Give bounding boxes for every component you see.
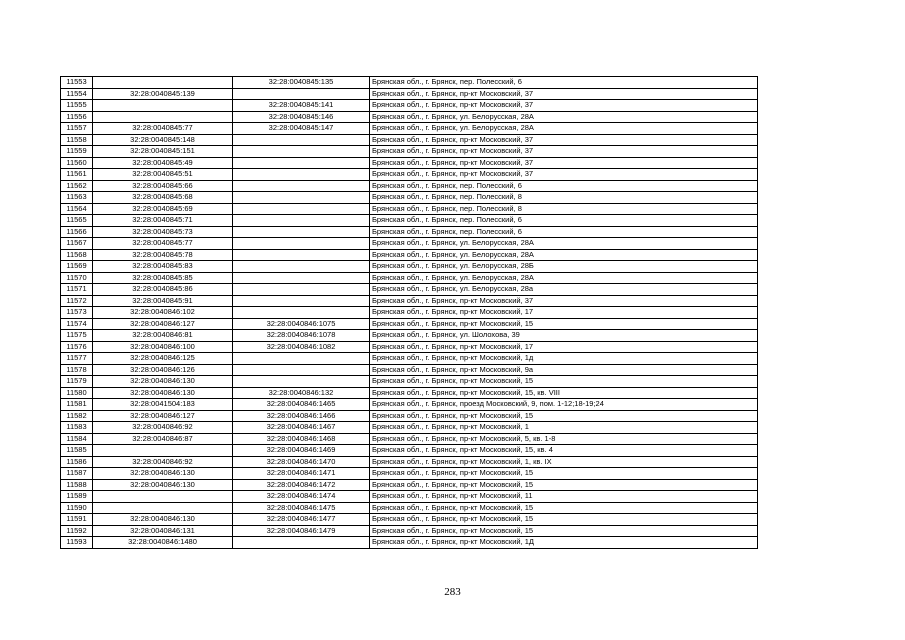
table-row [61,295,758,307]
row-number-cell: 11562 [61,180,93,192]
table-row [61,387,758,399]
table-row [61,157,758,169]
table-row [61,456,758,468]
cadastral-number-object-cell [233,364,370,376]
row-number-cell: 11568 [61,249,93,261]
cadastral-table [60,76,758,549]
address-cell: Брянская обл., г. Брянск, пр-кт Московский, 9а [370,364,758,376]
cadastral-number-land-cell: 32:28:0041504:183 [93,399,233,411]
cadastral-number-object-cell: 32:28:0040846:1468 [233,433,370,445]
address-cell: Брянская обл., г. Брянск, пр-кт Московский, 15 [370,525,758,537]
cadastral-number-object-cell [233,249,370,261]
address-cell: Брянская обл., г. Брянск, пр-кт Московский, 11 [370,491,758,503]
cadastral-number-object-cell [233,537,370,549]
cadastral-number-land-cell: 32:28:0040846:131 [93,525,233,537]
cadastral-number-object-cell [233,238,370,250]
row-number-cell: 11554 [61,88,93,100]
cadastral-number-object-cell [233,376,370,388]
row-number-cell: 11574 [61,318,93,330]
cadastral-number-land-cell: 32:28:0040845:69 [93,203,233,215]
row-number-cell: 11588 [61,479,93,491]
cadastral-number-land-cell [93,111,233,123]
address-cell: Брянская обл., г. Брянск, пр-кт Московский, 15 [370,318,758,330]
cadastral-number-land-cell: 32:28:0040846:130 [93,376,233,388]
cadastral-number-land-cell: 32:28:0040846:130 [93,514,233,526]
cadastral-number-object-cell [233,203,370,215]
cadastral-number-land-cell: 32:28:0040845:78 [93,249,233,261]
address-cell: Брянская обл., г. Брянск, пр-кт Московский, 1, кв. IX [370,456,758,468]
table-row [61,537,758,549]
cadastral-number-land-cell: 32:28:0040845:86 [93,284,233,296]
address-cell: Брянская обл., г. Брянск, пр-кт Московский, 15, кв. 4 [370,445,758,457]
address-cell: Брянская обл., г. Брянск, пер. Полесский, 6 [370,180,758,192]
address-cell: Брянская обл., г. Брянск, пр-кт Московский, 37 [370,295,758,307]
cadastral-number-land-cell: 32:28:0040846:127 [93,318,233,330]
cadastral-number-object-cell: 32:28:0040846:1479 [233,525,370,537]
address-cell: Брянская обл., г. Брянск, проезд Московский, 9, пом. 1-12;18-19;24 [370,399,758,411]
row-number-cell: 11585 [61,445,93,457]
table-row [61,111,758,123]
address-cell: Брянская обл., г. Брянск, ул. Белорусская, 28А [370,111,758,123]
table-row [61,123,758,135]
cadastral-number-land-cell: 32:28:0040845:49 [93,157,233,169]
table-row [61,77,758,89]
cadastral-number-land-cell [93,445,233,457]
table-body [61,77,758,549]
address-cell: Брянская обл., г. Брянск, пер. Полесский, 8 [370,192,758,204]
table-row [61,134,758,146]
cadastral-number-land-cell: 32:28:0040845:77 [93,238,233,250]
table-row [61,353,758,365]
cadastral-number-land-cell: 32:28:0040846:125 [93,353,233,365]
cadastral-number-object-cell: 32:28:0040846:1078 [233,330,370,342]
row-number-cell: 11589 [61,491,93,503]
cadastral-number-land-cell: 32:28:0040845:148 [93,134,233,146]
cadastral-number-land-cell: 32:28:0040846:130 [93,479,233,491]
address-cell: Брянская обл., г. Брянск, ул. Белорусская, 28А [370,238,758,250]
cadastral-number-land-cell [93,77,233,89]
address-cell: Брянская обл., г. Брянск, пр-кт Московский, 37 [370,146,758,158]
cadastral-number-object-cell [233,272,370,284]
cadastral-number-land-cell: 32:28:0040846:130 [93,468,233,480]
table-row [61,238,758,250]
row-number-cell: 11564 [61,203,93,215]
cadastral-number-object-cell: 32:28:0040846:1477 [233,514,370,526]
address-cell: Брянская обл., г. Брянск, ул. Белорусская, 28А [370,249,758,261]
row-number-cell: 11561 [61,169,93,181]
address-cell: Брянская обл., г. Брянск, пр-кт Московский, 17 [370,307,758,319]
table-row [61,226,758,238]
row-number-cell: 11558 [61,134,93,146]
row-number-cell: 11567 [61,238,93,250]
table-row [61,525,758,537]
row-number-cell: 11593 [61,537,93,549]
cadastral-number-land-cell [93,100,233,112]
cadastral-number-land-cell: 32:28:0040845:139 [93,88,233,100]
cadastral-number-land-cell: 32:28:0040846:102 [93,307,233,319]
cadastral-number-object-cell: 32:28:0040846:1474 [233,491,370,503]
row-number-cell: 11553 [61,77,93,89]
row-number-cell: 11584 [61,433,93,445]
address-cell: Брянская обл., г. Брянск, ул. Белорусская, 28А [370,123,758,135]
cadastral-number-object-cell: 32:28:0040845:141 [233,100,370,112]
table-row [61,468,758,480]
row-number-cell: 11565 [61,215,93,227]
row-number-cell: 11581 [61,399,93,411]
table-row [61,502,758,514]
cadastral-number-object-cell [233,192,370,204]
cadastral-number-land-cell: 32:28:0040845:68 [93,192,233,204]
row-number-cell: 11573 [61,307,93,319]
table-row [61,399,758,411]
cadastral-number-land-cell: 32:28:0040845:85 [93,272,233,284]
cadastral-number-object-cell: 32:28:0040845:146 [233,111,370,123]
cadastral-number-object-cell: 32:28:0040846:1475 [233,502,370,514]
row-number-cell: 11577 [61,353,93,365]
cadastral-number-object-cell [233,226,370,238]
table-row [61,180,758,192]
cadastral-number-object-cell [233,215,370,227]
address-cell: Брянская обл., г. Брянск, пр-кт Московский, 1 [370,422,758,434]
address-cell: Брянская обл., г. Брянск, пр-кт Московский, 1Д [370,537,758,549]
address-cell: Брянская обл., г. Брянск, пр-кт Московский, 37 [370,88,758,100]
row-number-cell: 11571 [61,284,93,296]
cadastral-number-object-cell [233,169,370,181]
address-cell: Брянская обл., г. Брянск, пр-кт Московский, 15, кв. VIII [370,387,758,399]
cadastral-number-land-cell: 32:28:0040846:1480 [93,537,233,549]
cadastral-number-object-cell: 32:28:0040846:1472 [233,479,370,491]
row-number-cell: 11576 [61,341,93,353]
cadastral-number-object-cell [233,134,370,146]
cadastral-number-land-cell: 32:28:0040845:151 [93,146,233,158]
address-cell: Брянская обл., г. Брянск, пр-кт Московский, 37 [370,100,758,112]
cadastral-number-object-cell [233,146,370,158]
cadastral-number-land-cell: 32:28:0040846:126 [93,364,233,376]
address-cell: Брянская обл., г. Брянск, пер. Полесский, 6 [370,215,758,227]
address-cell: Брянская обл., г. Брянск, пр-кт Московский, 37 [370,169,758,181]
table-row [61,318,758,330]
cadastral-number-land-cell: 32:28:0040845:71 [93,215,233,227]
cadastral-number-land-cell: 32:28:0040845:66 [93,180,233,192]
table-row [61,215,758,227]
cadastral-number-land-cell: 32:28:0040846:87 [93,433,233,445]
address-cell: Брянская обл., г. Брянск, пр-кт Московский, 15 [370,514,758,526]
table-row [61,491,758,503]
table-row [61,272,758,284]
address-cell: Брянская обл., г. Брянск, пер. Полесский, 8 [370,203,758,215]
cadastral-number-land-cell: 32:28:0040846:100 [93,341,233,353]
table-row [61,88,758,100]
address-cell: Брянская обл., г. Брянск, пр-кт Московский, 15 [370,502,758,514]
table-row [61,307,758,319]
address-cell: Брянская обл., г. Брянск, ул. Белорусская, 28А [370,272,758,284]
table-row [61,376,758,388]
table-row [61,410,758,422]
row-number-cell: 11572 [61,295,93,307]
table-row [61,433,758,445]
cadastral-number-land-cell [93,502,233,514]
cadastral-number-land-cell: 32:28:0040846:81 [93,330,233,342]
cadastral-number-object-cell [233,261,370,273]
row-number-cell: 11580 [61,387,93,399]
table-row [61,192,758,204]
cadastral-number-object-cell [233,307,370,319]
address-cell: Брянская обл., г. Брянск, пр-кт Московский, 37 [370,134,758,146]
table-row [61,479,758,491]
row-number-cell: 11582 [61,410,93,422]
row-number-cell: 11569 [61,261,93,273]
cadastral-number-object-cell: 32:28:0040846:1466 [233,410,370,422]
cadastral-number-object-cell: 32:28:0040846:1082 [233,341,370,353]
cadastral-number-land-cell: 32:28:0040845:51 [93,169,233,181]
row-number-cell: 11556 [61,111,93,123]
cadastral-number-land-cell: 32:28:0040846:127 [93,410,233,422]
cadastral-number-land-cell: 32:28:0040845:83 [93,261,233,273]
address-cell: Брянская обл., г. Брянск, ул. Белорусская, 28а [370,284,758,296]
table-row [61,364,758,376]
row-number-cell: 11570 [61,272,93,284]
cadastral-number-land-cell [93,491,233,503]
table-row [61,146,758,158]
row-number-cell: 11563 [61,192,93,204]
row-number-cell: 11578 [61,364,93,376]
row-number-cell: 11566 [61,226,93,238]
address-cell: Брянская обл., г. Брянск, пер. Полесский, 6 [370,226,758,238]
address-cell: Брянская обл., г. Брянск, пр-кт Московский, 15 [370,376,758,388]
cadastral-number-land-cell: 32:28:0040846:92 [93,422,233,434]
row-number-cell: 11560 [61,157,93,169]
address-cell: Брянская обл., г. Брянск, пер. Полесский, 6 [370,77,758,89]
cadastral-number-object-cell [233,157,370,169]
cadastral-number-object-cell: 32:28:0040846:1075 [233,318,370,330]
cadastral-number-object-cell [233,284,370,296]
table-row [61,341,758,353]
table-row [61,445,758,457]
address-cell: Брянская обл., г. Брянск, пр-кт Московский, 37 [370,157,758,169]
cadastral-number-object-cell: 32:28:0040845:135 [233,77,370,89]
table-row [61,330,758,342]
address-cell: Брянская обл., г. Брянск, ул. Шолохова, 39 [370,330,758,342]
cadastral-number-land-cell: 32:28:0040846:130 [93,387,233,399]
row-number-cell: 11592 [61,525,93,537]
cadastral-number-object-cell: 32:28:0040846:1467 [233,422,370,434]
cadastral-number-object-cell [233,295,370,307]
cadastral-number-land-cell: 32:28:0040845:91 [93,295,233,307]
address-cell: Брянская обл., г. Брянск, ул. Белорусская, 28Б [370,261,758,273]
row-number-cell: 11583 [61,422,93,434]
table-row [61,514,758,526]
row-number-cell: 11575 [61,330,93,342]
cadastral-number-object-cell: 32:28:0040846:1465 [233,399,370,411]
row-number-cell: 11559 [61,146,93,158]
cadastral-number-object-cell [233,353,370,365]
cadastral-number-land-cell: 32:28:0040846:92 [93,456,233,468]
cadastral-number-object-cell: 32:28:0040845:147 [233,123,370,135]
page-number: 283 [444,586,461,598]
table-row [61,203,758,215]
row-number-cell: 11586 [61,456,93,468]
cadastral-number-object-cell: 32:28:0040846:132 [233,387,370,399]
table-row [61,284,758,296]
row-number-cell: 11555 [61,100,93,112]
address-cell: Брянская обл., г. Брянск, пр-кт Московский, 5, кв. 1-8 [370,433,758,445]
cadastral-number-land-cell: 32:28:0040845:77 [93,123,233,135]
cadastral-number-object-cell [233,88,370,100]
cadastral-number-land-cell: 32:28:0040845:73 [93,226,233,238]
table-row [61,100,758,112]
table-row [61,261,758,273]
row-number-cell: 11590 [61,502,93,514]
row-number-cell: 11587 [61,468,93,480]
address-cell: Брянская обл., г. Брянск, пр-кт Московский, 15 [370,479,758,491]
address-cell: Брянская обл., г. Брянск, пр-кт Московский, 15 [370,468,758,480]
cadastral-number-object-cell: 32:28:0040846:1471 [233,468,370,480]
table-row [61,422,758,434]
cadastral-number-object-cell: 32:28:0040846:1470 [233,456,370,468]
row-number-cell: 11579 [61,376,93,388]
cadastral-number-object-cell: 32:28:0040846:1469 [233,445,370,457]
table-row [61,249,758,261]
row-number-cell: 11557 [61,123,93,135]
table-row [61,169,758,181]
address-cell: Брянская обл., г. Брянск, пр-кт Московский, 15 [370,410,758,422]
address-cell: Брянская обл., г. Брянск, пр-кт Московский, 1д [370,353,758,365]
row-number-cell: 11591 [61,514,93,526]
address-cell: Брянская обл., г. Брянск, пр-кт Московский, 17 [370,341,758,353]
cadastral-number-object-cell [233,180,370,192]
